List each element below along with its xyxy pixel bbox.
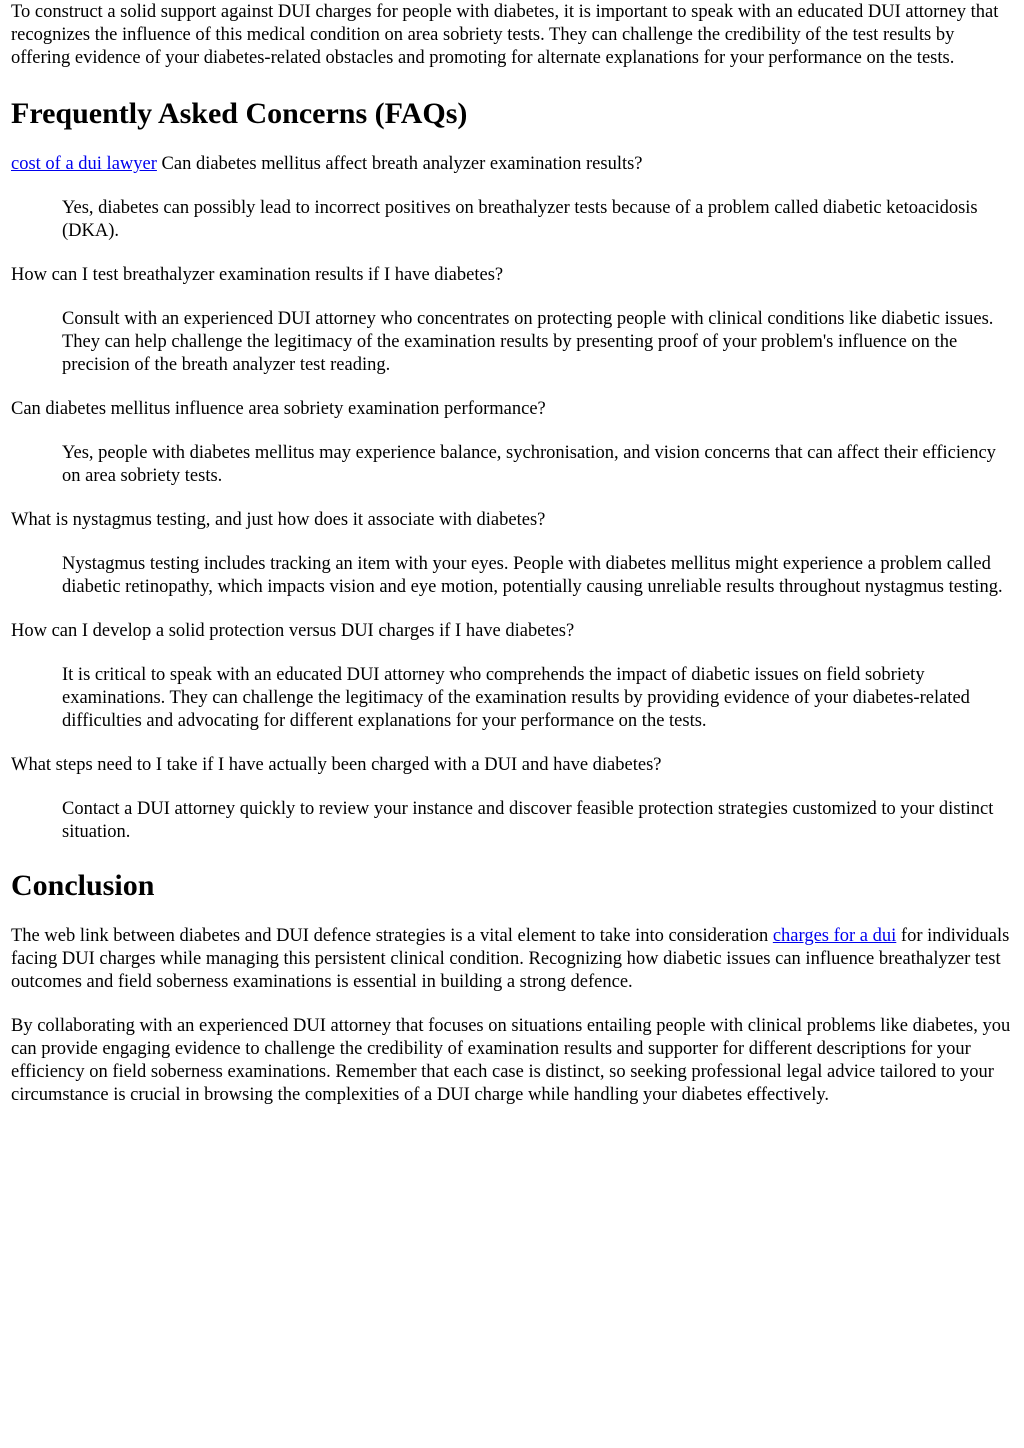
cost-of-dui-lawyer-link[interactable]: cost of a dui lawyer [11, 154, 157, 174]
faq-question: What is nystagmus testing, and just how does it associate with diabetes? [11, 510, 546, 530]
faq-answer: Consult with an experienced DUI attorney who concentrates on protecting people with clinical conditions like diabetic issues. They can help challenge the legitimacy of the examination results by presenting proof of your problem's influence on the precision of the breath analyzer test reading. [62, 309, 994, 375]
faq-answer: It is critical to speak with an educated DUI attorney who comprehends the impact of diabetic issues on field sobriety examinations. They can challenge the legitimacy of the examination results by providing evidence of your diabetes-related difficulties and advocating for different explanations for your performance on the tests. [62, 665, 970, 731]
conclusion-p1-before: The web link between diabetes and DUI defence strategies is a vital element to take into consideration [11, 926, 773, 946]
faq-answer: Yes, people with diabetes mellitus may experience balance, sychronisation, and vision concerns that can affect their efficiency on area sobriety tests. [62, 443, 996, 486]
faq-answer: Nystagmus testing includes tracking an item with your eyes. People with diabetes mellitus might experience a problem called diabetic retinopathy, which impacts vision and eye motion, potentially causing unreliable results throughout nystagmus testing. [62, 554, 1003, 597]
faq-answer: Contact a DUI attorney quickly to review your instance and discover feasible protection strategies customized to your distinct situation. [62, 799, 994, 842]
conclusion-p1-after: for individuals facing DUI charges while managing this persistent clinical condition. Recognizing how diabetic issues can influence breathalyzer test outcomes and field soberness examinations is essential in building a strong defence. [11, 926, 1010, 992]
faq-question-text: Can diabetes mellitus affect breath analyzer examination results? [161, 154, 643, 174]
faq-item [11, 509, 1016, 599]
conclusion-paragraph-1 [11, 925, 1016, 994]
faq-question: How can I develop a solid protection versus DUI charges if I have diabetes? [11, 621, 575, 641]
faq-item [11, 264, 1016, 377]
faq-answer: Yes, diabetes can possibly lead to incorrect positives on breathalyzer tests because of a problem called diabetic ketoacidosis (DKA). [62, 198, 978, 241]
faq-heading: Frequently Asked Concerns (FAQs) [11, 97, 468, 130]
charges-for-a-dui-link[interactable]: charges for a dui [772, 926, 897, 946]
faq-list [11, 153, 1016, 844]
conclusion-heading: Conclusion [11, 869, 155, 902]
faq-question: Can diabetes mellitus influence area sobriety examination performance? [11, 399, 546, 419]
faq-question [11, 153, 1016, 176]
faq-item [11, 398, 1016, 488]
article [11, 0, 1016, 1107]
faq-item [11, 153, 1016, 243]
faq-question: How can I test breathalyzer examination results if I have diabetes? [11, 265, 504, 285]
intro-paragraph: To construct a solid support against DUI charges for people with diabetes, it is important to speak with an educated DUI attorney that recognizes the influence of this medical condition on area sobriety tests. They can challenge the credibility of the test results by offering evidence of your diabetes-related obstacles and promoting for alternate explanations for your performance on the tests. [11, 2, 999, 68]
faq-item [11, 754, 1016, 844]
conclusion-paragraph-2: By collaborating with an experienced DUI attorney that focuses on situations entailing people with clinical problems like diabetes, you can provide engaging evidence to challenge the credibility of examination results and supporter for different descriptions for your efficiency on field soberness examinations. Remember that each case is distinct, so seeking professional legal advice tailored to your circumstance is crucial in browsing the complexities of a DUI charge while handling your diabetes effectively. [11, 1016, 1011, 1105]
faq-item [11, 620, 1016, 733]
faq-question: What steps need to I take if I have actually been charged with a DUI and have diabetes? [11, 755, 662, 775]
